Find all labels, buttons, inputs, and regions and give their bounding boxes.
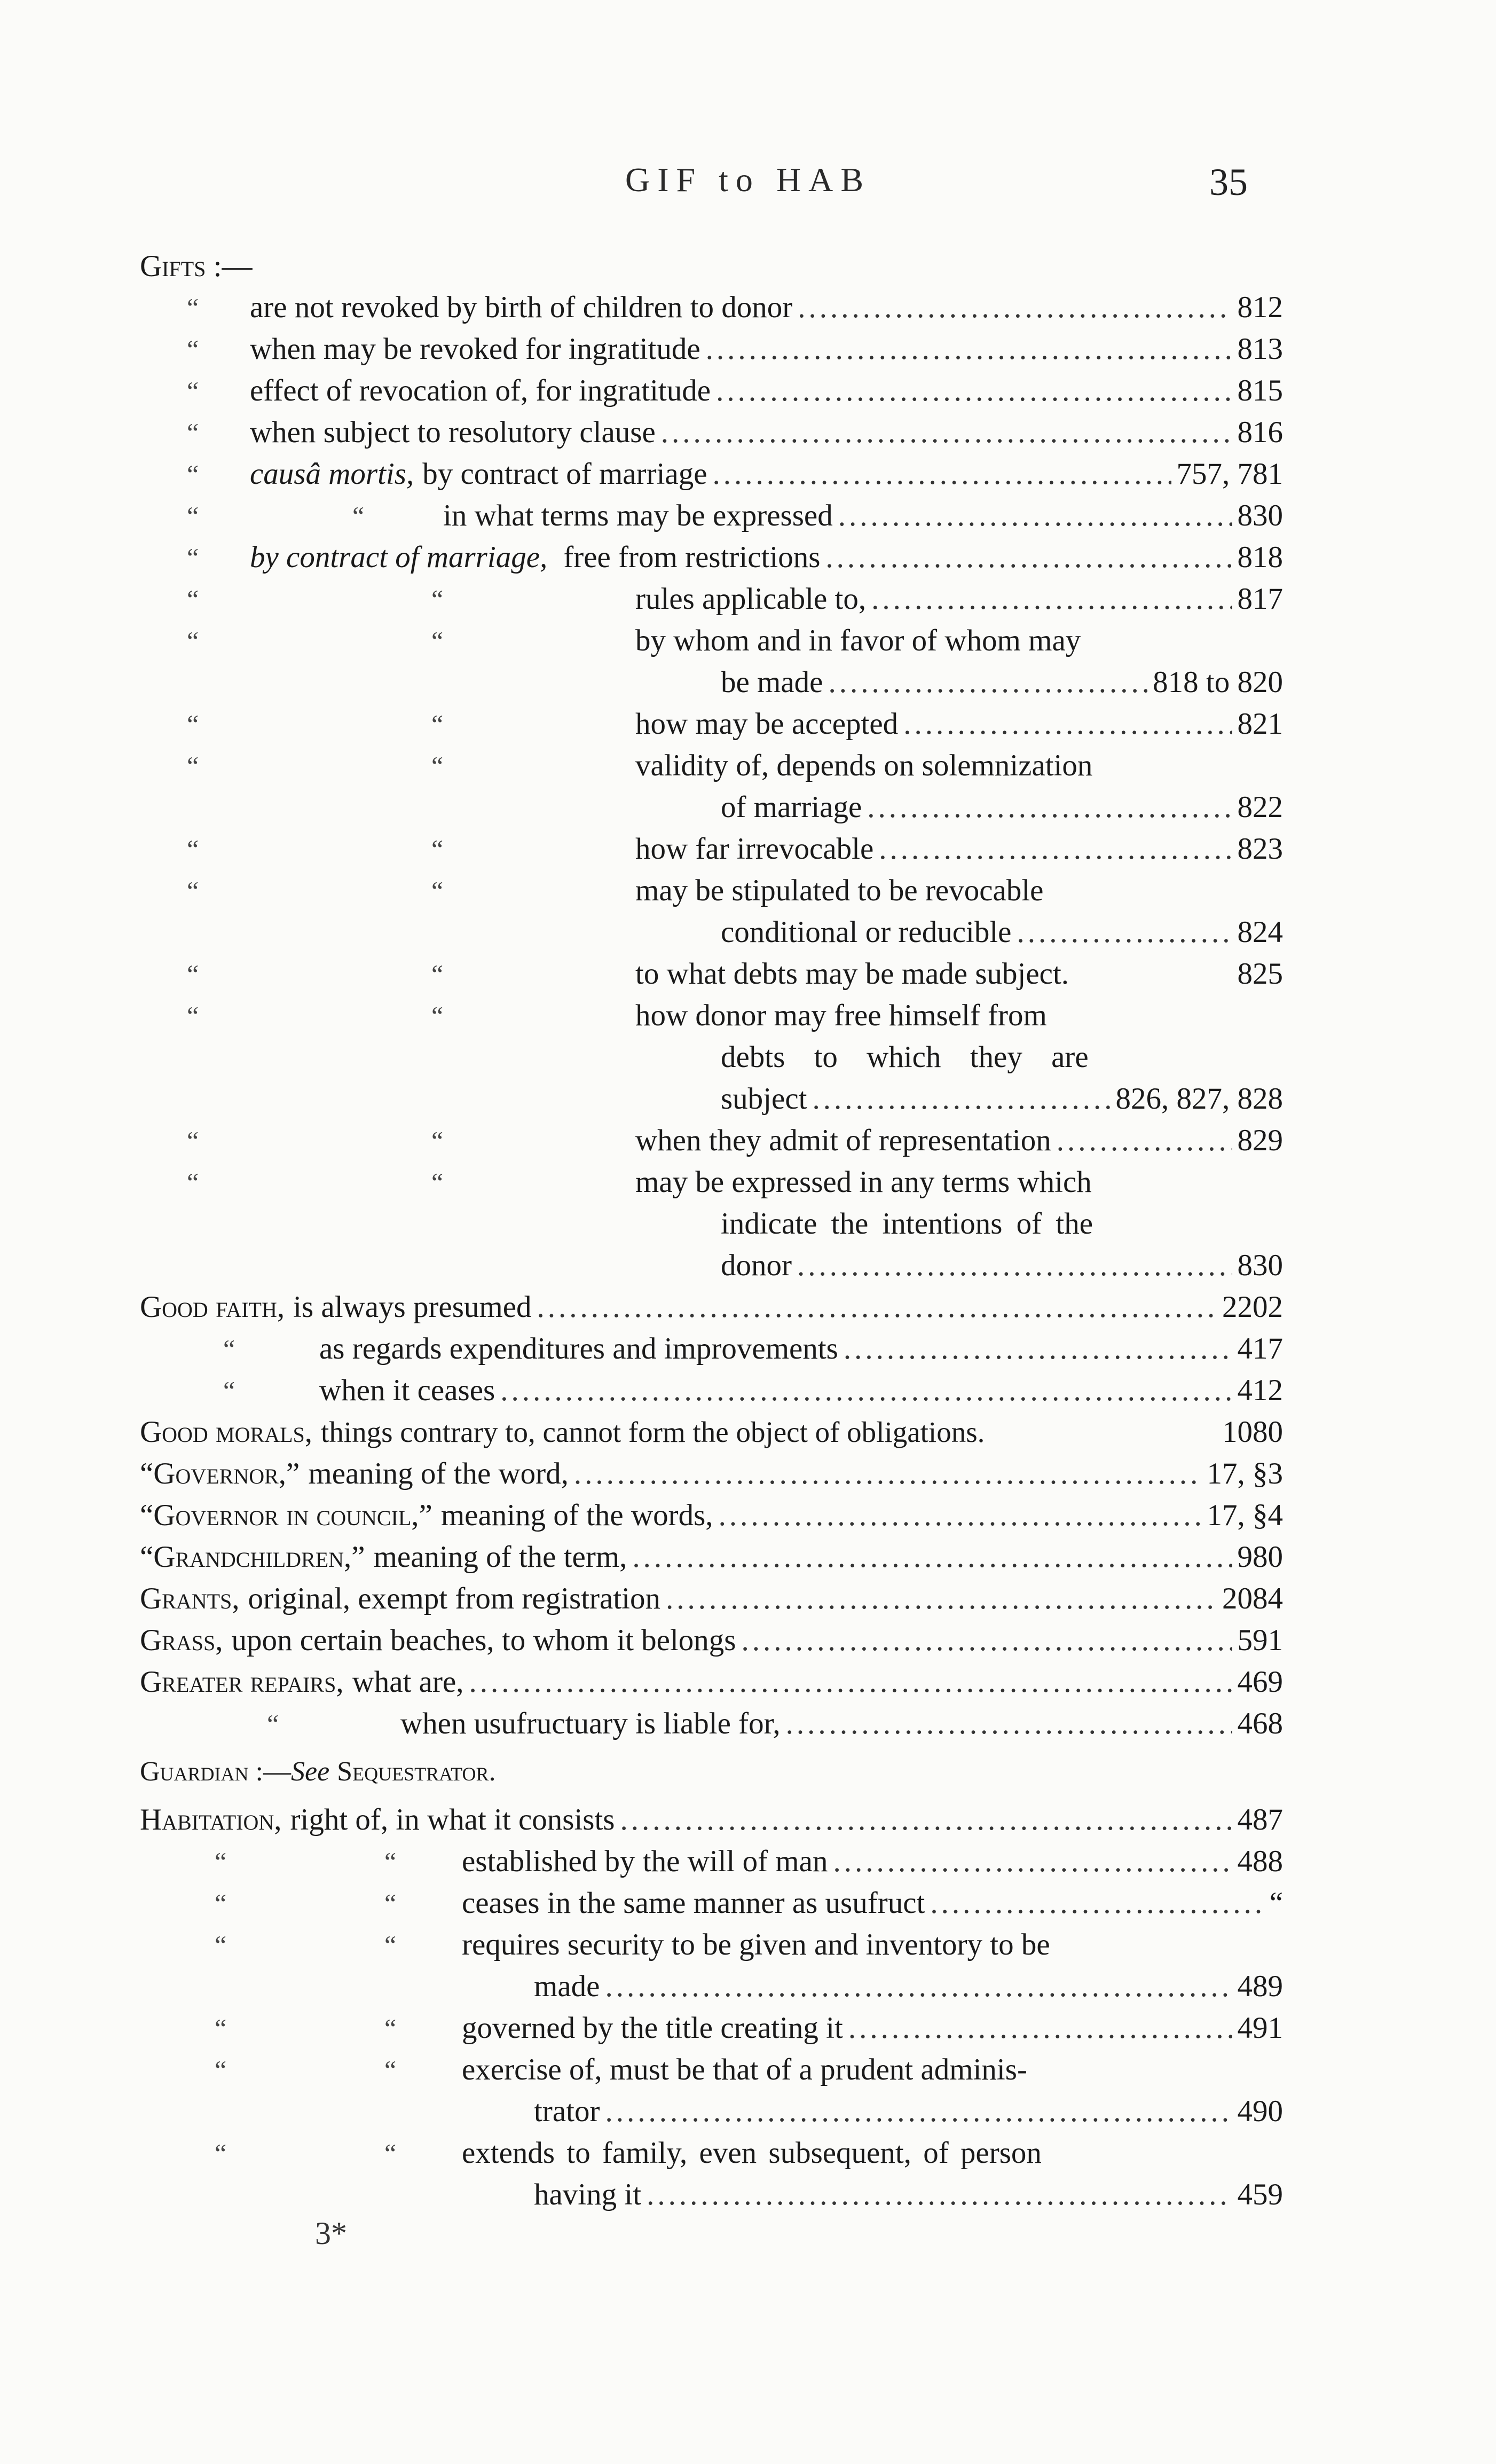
ditto-mark: “ [215,2138,227,2168]
article-number: 824 [1237,915,1283,949]
article-number: 826, 827, 828 [1115,1082,1283,1116]
index-entry [187,705,1283,743]
entry-head: Good faith, [140,1290,285,1324]
article-number: 2084 [1222,1582,1283,1615]
index-entry [215,1842,1283,1881]
ditto-mark: “ [215,1847,227,1877]
index-entry-continuation [721,1080,1283,1118]
leader-dots [620,1801,1232,1839]
index-entry [187,1163,1283,1202]
ditto-mark: “ [187,501,199,531]
entry-text: debts to which they are [721,1040,1089,1074]
article-number: 813 [1237,332,1283,366]
article-number: 757, 781 [1176,457,1283,491]
article-number: 489 [1237,1969,1283,2003]
entry-text: meaning of the term, [373,1540,627,1574]
ditto-mark: “ [431,1126,444,1156]
article-number: 822 [1237,790,1283,824]
entry-text: by contract of marriage [422,457,707,491]
entry-text: governed by the title creating it [462,2011,843,2045]
article-number: 491 [1237,2011,1283,2045]
article-number: 829 [1237,1124,1283,1157]
leader-dots [786,1705,1232,1743]
entry-text: when subject to resolutory clause [250,415,656,449]
index-entry-continuation [721,788,1283,827]
index-entry [215,2134,1283,2172]
entry-text: meaning of the word, [308,1457,569,1490]
ditto-mark: “ [431,1167,444,1197]
ditto-mark: “ [431,709,444,739]
article-number: 816 [1237,415,1283,449]
ditto-mark: “ [431,876,444,906]
leader-dots [605,1967,1232,2006]
ditto-mark: “ [187,959,199,989]
ditto-mark: “ [187,418,199,448]
index-entry [187,580,1283,618]
article-number: 817 [1237,582,1283,616]
article-number: 823 [1237,832,1283,866]
index-entry [215,1884,1283,1922]
ditto-mark: “ [384,1930,397,1960]
entry-text: how may be accepted [635,707,899,741]
index-entry-continuation [721,1038,1283,1077]
index-entry [187,747,1283,785]
leader-dots [930,1884,1264,1922]
index-entry [187,413,1283,452]
leader-dots [647,2176,1232,2214]
index-entry-continuation [534,1967,1283,2006]
entry-text: extends to family, even subsequent, of person [462,2136,1042,2170]
article-number: 1080 [1222,1415,1283,1449]
index-entry [215,2009,1283,2047]
article-number: 825 [1237,957,1283,991]
ditto-mark: “ [215,1888,227,1918]
article-number: 830 [1237,499,1283,532]
entry-italic-text: by contract of marriage, [250,540,548,574]
leader-dots [848,2009,1232,2047]
page-number: 35 [1209,161,1248,203]
index-entry [187,538,1283,577]
entry-italic-text: causâ mortis, [250,457,414,491]
leader-dots [716,372,1232,410]
entry-text: established by the will of man [462,1845,828,1878]
signature-mark: 3* [315,2216,347,2251]
entry-text: as regards expenditures and improvements [319,1332,838,1366]
entry-text: donor [721,1249,792,1282]
ditto-mark: “ [267,1709,279,1739]
article-number: 17, §3 [1207,1457,1283,1490]
index-entry [187,288,1283,327]
leader-dots [797,1246,1232,1285]
ditto-mark: “ [384,2138,397,2168]
entry-text: of marriage [721,790,862,824]
entry-text: conditional or reducible [721,915,1012,949]
ditto-mark: “ [187,293,199,323]
leader-dots [879,830,1232,868]
entry-text: be made [721,665,823,699]
leader-dots [719,1496,1202,1535]
index-entry [187,372,1283,410]
article-number: 818 to 820 [1153,665,1283,699]
index-entry [140,1580,1283,1618]
entry-text: rules applicable to, [635,582,867,616]
ditto-mark: “ [187,543,199,572]
entry-head: Habitation, [140,1803,282,1837]
article-number: 417 [1237,1332,1283,1366]
leader-dots [1017,913,1232,952]
article-number: 487 [1237,1803,1283,1837]
article-number: 980 [1237,1540,1283,1574]
entry-text: what are, [352,1665,464,1699]
entry-text: may be stipulated to be revocable [635,874,1044,907]
entry-text: by whom and in favor of whom may [635,624,1081,657]
ditto-mark: “ [187,876,199,906]
entry-text: made [534,1969,600,2003]
index-entry [140,1663,1283,1701]
ditto-mark: “ [187,1001,199,1031]
ditto-mark: “ [215,1930,227,1960]
entry-text: subject [721,1082,807,1116]
article-number: 488 [1237,1845,1283,1878]
entry-text: meaning of the words, [440,1498,713,1532]
ditto-mark: “ [215,2055,227,2085]
index-entry [140,1455,1283,1493]
gifts-heading: Gifts :— [140,249,253,283]
entry-head: Grass, [140,1623,223,1657]
index-entry [187,1121,1283,1160]
article-number: 490 [1237,2094,1283,2128]
entry-text: is always presumed [293,1290,532,1324]
leader-dots [828,663,1147,702]
article-number: 818 [1237,540,1283,574]
leader-dots [706,330,1232,368]
ditto-mark: “ [215,2013,227,2043]
index-entry [223,1371,1283,1410]
entry-text: in what terms may be expressed [443,499,833,532]
ditto-mark: “ [223,1376,235,1406]
ditto-mark: “ [187,1126,199,1156]
leader-dots [812,1080,1110,1118]
entry-head: “Grandchildren,” [140,1540,365,1574]
index-entry [215,1926,1283,1964]
leader-dots [833,1842,1232,1881]
ditto-mark: “ [187,709,199,739]
ditto-mark: “ [431,751,444,781]
index-entry [187,830,1283,868]
running-title: GIF to HAB [625,161,871,199]
entry-text: original, exempt from registration [248,1582,660,1615]
ditto-mark: “ [431,834,444,864]
leader-dots [666,1580,1217,1618]
leader-dots [500,1371,1232,1410]
entry-head: “Governor,” [140,1457,300,1490]
leader-dots [871,580,1232,618]
index-entry [140,1801,1283,1839]
index-entry-continuation [534,2092,1283,2131]
entry-text: trator [534,2094,600,2128]
entry-text: how donor may free himself from [635,999,1047,1032]
entry-text: having it [534,2178,642,2211]
index-entry-continuation [721,1246,1283,1285]
article-number: 591 [1237,1623,1283,1657]
entry-text: when may be revoked for ingratitude [250,332,700,366]
article-number: 812 [1237,291,1283,324]
entry-head: “Governor in council,” [140,1498,432,1532]
ditto-mark: “ [384,2013,397,2043]
index-entry [140,1413,1283,1451]
article-number: 412 [1237,1374,1283,1407]
index-entry [187,455,1283,493]
entry-text: how far irrevocable [635,832,874,866]
entry-text: exercise of, must be that of a prudent adminis- [462,2053,1027,2086]
entry-text: free from restrictions [563,540,821,574]
entry-text: right of, in what it consists [290,1803,615,1837]
see-label: See [291,1756,330,1787]
index-entry [140,1621,1283,1660]
entry-text: things contrary to, cannot form the object of obligations. [321,1416,985,1448]
ditto-mark: “ [187,459,199,489]
ditto-mark: “ [187,626,199,656]
entry-text: when usufructuary is liable for, [400,1707,781,1740]
ditto-mark: “ [187,334,199,364]
index-entry [187,622,1283,660]
index-entry [140,1753,1283,1791]
leader-dots [903,705,1232,743]
index-entry [223,1330,1283,1368]
ditto-mark: “ [352,501,365,531]
leader-dots [742,1621,1232,1660]
entry-text: validity of, depends on solemnization [635,749,1093,782]
index-entry [187,497,1283,535]
entry-head: Grants, [140,1582,240,1615]
leader-dots [844,1330,1232,1368]
entry-text: requires security to be given and inventory to be [462,1928,1050,1961]
ditto-mark: “ [431,584,444,614]
article-number: 468 [1237,1707,1283,1740]
ditto-mark: “ [431,1001,444,1031]
article-number: 830 [1237,1249,1283,1282]
leader-dots [632,1538,1232,1576]
ditto-mark: “ [384,1847,397,1877]
index-entry-continuation [721,663,1283,702]
index-entry [140,1496,1283,1535]
article-number: 17, §4 [1207,1498,1283,1532]
index-entry [140,1288,1283,1327]
index-entry [187,955,1283,993]
article-number: “ [1269,1886,1283,1920]
article-number: 469 [1237,1665,1283,1699]
leader-dots [574,1455,1202,1493]
leader-dots [713,455,1171,493]
leader-dots [661,413,1232,452]
entry-text: when it ceases [319,1374,495,1407]
ditto-mark: “ [384,2055,397,2085]
index-entry [187,872,1283,910]
index-entry [187,996,1283,1035]
entry-text: effect of revocation of, for ingratitude [250,374,711,407]
leader-dots [537,1288,1217,1327]
index-entry-continuation [721,1205,1283,1243]
article-number: 821 [1237,707,1283,741]
leader-dots [838,497,1232,535]
entry-head: Good morals, [140,1415,313,1449]
entry-text: upon certain beaches, to whom it belongs [231,1623,736,1657]
index-entry-continuation [721,913,1283,952]
ditto-mark: “ [187,1167,199,1197]
article-number: 459 [1237,2178,1283,2211]
ditto-mark: “ [187,834,199,864]
entry-text: may be expressed in any terms which [635,1165,1092,1199]
leader-dots [605,2092,1232,2131]
entry-text: to what debts may be made subject. [635,957,1069,991]
leader-dots [1057,1121,1232,1160]
ditto-mark: “ [431,959,444,989]
index-entry-continuation [534,2176,1283,2214]
article-number: 815 [1237,374,1283,407]
entry-text: ceases in the same manner as usufruct [462,1886,925,1920]
ditto-mark: “ [187,751,199,781]
entry-text: are not revoked by birth of children to donor [250,291,793,324]
index-entry [267,1705,1283,1743]
cross-reference: Sequestrator. [337,1756,496,1787]
ditto-mark: “ [431,626,444,656]
ditto-mark: “ [384,1888,397,1918]
leader-dots [825,538,1232,577]
index-entry [140,1538,1283,1576]
entry-text: when they admit of representation [635,1124,1051,1157]
leader-dots [798,288,1232,327]
index-entry [215,2051,1283,2089]
ditto-mark: “ [223,1334,235,1364]
ditto-mark: “ [187,376,199,406]
entry-head: Greater repairs, [140,1665,344,1699]
article-number: 2202 [1222,1290,1283,1324]
index-entry [187,330,1283,368]
entry-head: Guardian :— [140,1756,291,1787]
entry-text: indicate the intentions of the [721,1207,1093,1241]
ditto-mark: “ [187,584,199,614]
leader-dots [867,788,1232,827]
leader-dots [469,1663,1232,1701]
